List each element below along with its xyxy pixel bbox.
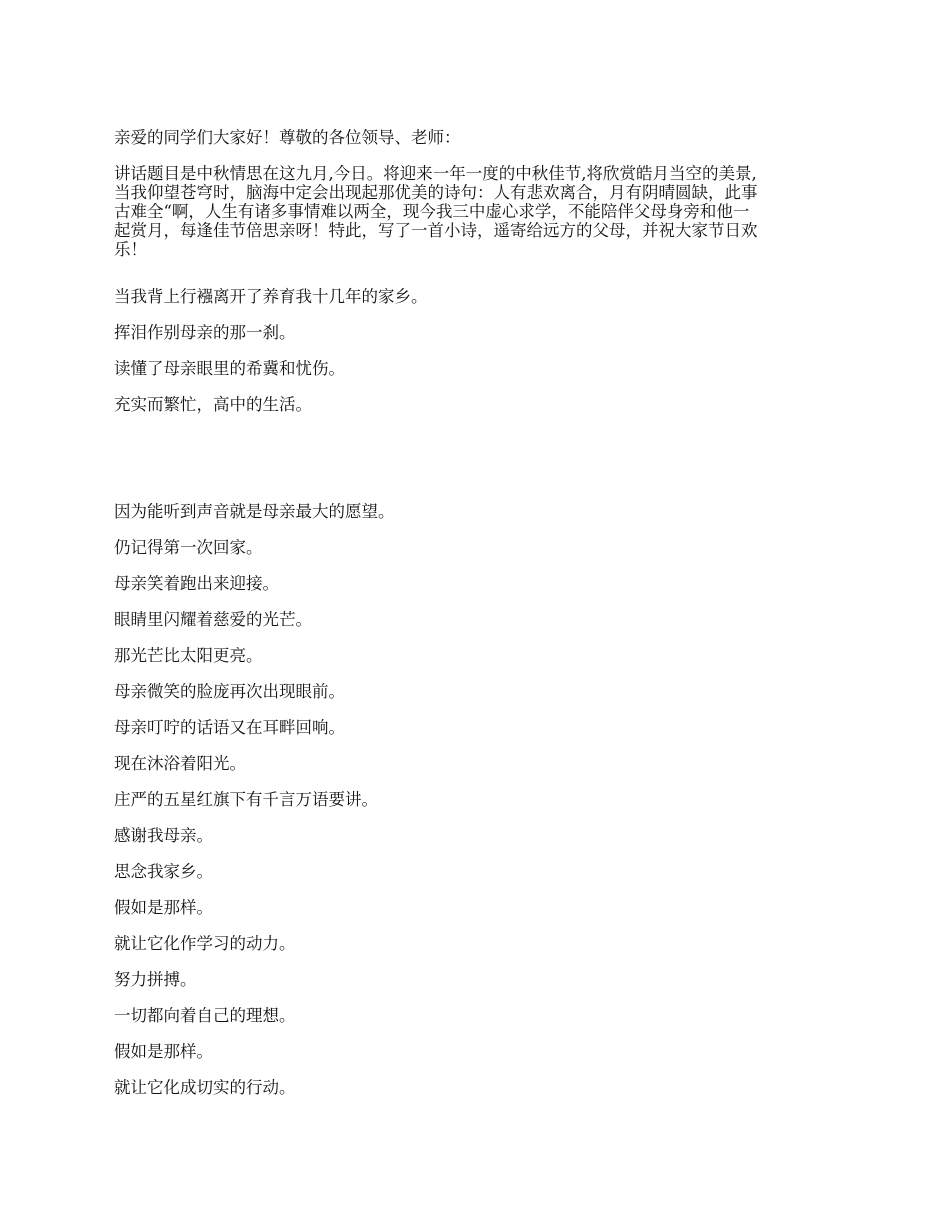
intro-line: 乐！ bbox=[114, 240, 147, 259]
poem-line-text: 母亲叮咛的话语又在耳畔回响。 bbox=[114, 718, 345, 737]
poem-line bbox=[114, 502, 842, 521]
intro-line: 起赏月，每逢佳节倍思亲呀！特此，写了一首小诗，遥寄给远方的父母，并祝大家节日欢 bbox=[114, 221, 758, 240]
poem-line-text: 就让它化成切实的行动。 bbox=[114, 1078, 296, 1097]
poem-line bbox=[114, 610, 842, 629]
poem-line bbox=[114, 862, 842, 881]
poem-line bbox=[114, 682, 842, 701]
poem-line bbox=[114, 359, 842, 378]
poem-line bbox=[114, 646, 842, 665]
poem-line bbox=[114, 754, 842, 773]
poem-line-text: 因为能听到声音就是母亲最大的愿望。 bbox=[114, 502, 395, 521]
poem-line bbox=[114, 934, 842, 953]
poem-line-text: 挥泪作别母亲的那一刹。 bbox=[114, 323, 296, 342]
poem-line bbox=[114, 1042, 842, 1061]
poem-line-text: 现在沐浴着阳光。 bbox=[114, 754, 246, 773]
poem-line-text: 充实而繁忙，高中的生活。 bbox=[114, 395, 312, 414]
poem-line-text: 母亲笑着跑出来迎接。 bbox=[114, 574, 279, 593]
poem-line-text: 就让它化作学习的动力。 bbox=[114, 934, 296, 953]
intro-paragraph bbox=[114, 164, 842, 259]
poem-line-text: 一切都向着自己的理想。 bbox=[114, 1006, 296, 1025]
poem-line-text: 庄严的五星红旗下有千言万语要讲。 bbox=[114, 790, 378, 809]
poem-line-text: 假如是那样。 bbox=[114, 1042, 213, 1061]
poem-line-text: 那光芒比太阳更亮。 bbox=[114, 646, 263, 665]
poem-line bbox=[114, 826, 842, 845]
poem-line-text: 母亲微笑的脸庞再次出现眼前。 bbox=[114, 682, 345, 701]
greeting-line bbox=[114, 128, 842, 147]
poem-line bbox=[114, 790, 842, 809]
poem-line bbox=[114, 323, 842, 342]
poem-line bbox=[114, 970, 842, 989]
poem-line bbox=[114, 1006, 842, 1025]
poem-line-text: 仍记得第一次回家。 bbox=[114, 538, 263, 557]
poem-line-text: 眼睛里闪耀着慈爱的光芒。 bbox=[114, 610, 312, 629]
poem-line bbox=[114, 538, 842, 557]
greeting-text: 亲爱的同学们大家好！尊敬的各位领导、老师： bbox=[114, 128, 461, 147]
poem-line-text: 当我背上行襁离开了养育我十几年的家乡。 bbox=[114, 287, 428, 306]
poem-line-text: 思念我家乡。 bbox=[114, 862, 213, 881]
intro-line: 古难全“啊，人生有诸多事情难以两全，现今我三中虚心求学，不能陪伴父母身旁和他一 bbox=[114, 202, 750, 221]
poem-line-text: 努力拼搏。 bbox=[114, 970, 197, 989]
poem-line bbox=[114, 287, 842, 306]
poem-line bbox=[114, 718, 842, 737]
poem-line bbox=[114, 898, 842, 917]
intro-line: 当我仰望苍穹时，脑海中定会出现起那优美的诗句：人有悲欢离合，月有阴晴圆缺，此事 bbox=[114, 183, 758, 202]
poem-line bbox=[114, 574, 842, 593]
poem-line-text: 读懂了母亲眼里的希冀和忧伤。 bbox=[114, 359, 345, 378]
poem-line-text: 感谢我母亲。 bbox=[114, 826, 213, 845]
poem-line bbox=[114, 395, 842, 414]
intro-line: 讲话题目是中秋情思在这九月,今日。将迎来一年一度的中秋佳节,将欣赏皓月当空的美景, bbox=[114, 164, 757, 183]
poem-line-text: 假如是那样。 bbox=[114, 898, 213, 917]
poem-line bbox=[114, 1078, 842, 1097]
